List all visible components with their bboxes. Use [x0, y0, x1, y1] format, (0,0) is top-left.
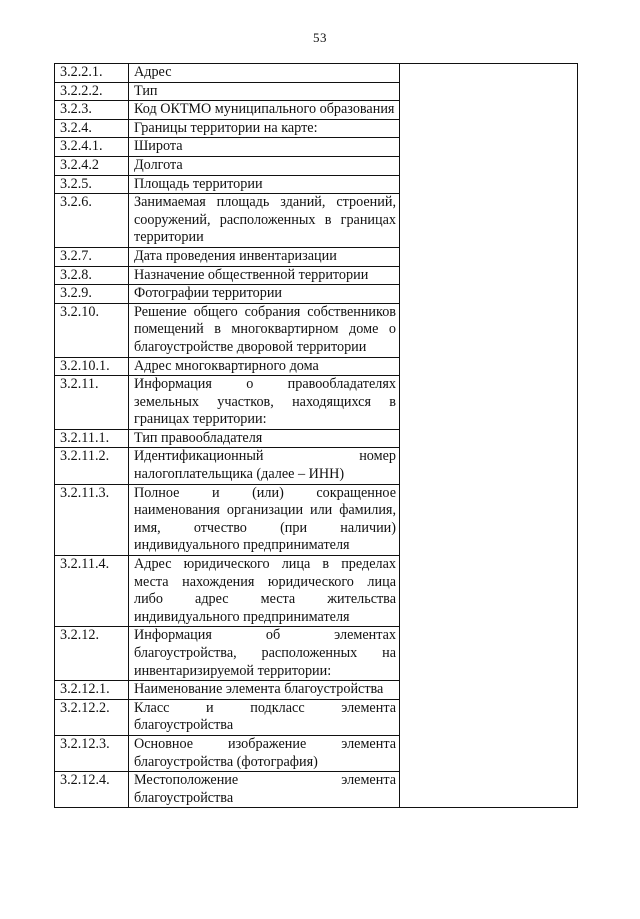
- attributes-table-body: [55, 64, 578, 808]
- item-number: 3.2.11.1.: [55, 429, 129, 448]
- item-name: Тип правообладателя: [134, 429, 263, 446]
- item-name-cell: [129, 303, 400, 357]
- item-name-cell: [129, 156, 400, 175]
- item-name: Широта: [134, 138, 183, 155]
- item-name: Код ОКТМО муниципального образования: [134, 101, 395, 118]
- item-name-cell: [129, 285, 400, 304]
- item-number: 3.2.6.: [55, 194, 129, 248]
- item-name-cell: [129, 681, 400, 700]
- item-name: Полное и (или) сокращенное наименования организации или фамилия, имя, отчество (при наличии) индивидуального предпринимателя: [134, 484, 396, 554]
- item-name-cell: [129, 266, 400, 285]
- item-name: Занимаемая площадь зданий, строений, сооружений, расположенных в границах территории: [134, 194, 396, 246]
- item-number: 3.2.7.: [55, 247, 129, 266]
- item-name-cell: [129, 556, 400, 627]
- item-name-cell: [129, 357, 400, 376]
- item-name: Фотографии территории: [134, 285, 283, 302]
- item-number: 3.2.4.2: [55, 156, 129, 175]
- item-name: Площадь территории: [134, 175, 263, 192]
- item-name: Основное изображение элемента благоустройства (фотография): [134, 735, 396, 770]
- item-name: Адрес юридического лица в пределах места нахождения юридического лица либо адрес места жительства индивидуального предпринимателя: [134, 556, 396, 625]
- item-name-cell: [129, 138, 400, 157]
- item-number: 3.2.4.: [55, 119, 129, 138]
- item-number: 3.2.2.2.: [55, 82, 129, 101]
- item-name-cell: [129, 735, 400, 771]
- item-name-cell: [129, 448, 400, 484]
- item-name-cell: [129, 484, 400, 555]
- item-number: 3.2.11.2.: [55, 448, 129, 484]
- item-name: Адрес: [134, 64, 172, 80]
- item-number: 3.2.4.1.: [55, 138, 129, 157]
- item-name-cell: [129, 82, 400, 101]
- item-number: 3.2.8.: [55, 266, 129, 285]
- item-name-cell: [129, 376, 400, 430]
- item-number: 3.2.2.1.: [55, 64, 129, 83]
- item-number: 3.2.11.: [55, 376, 129, 430]
- item-name: Информация о правообладателях земельных участков, находящихся в границах территории:: [134, 376, 396, 428]
- item-name-cell: [129, 772, 400, 808]
- value-column: [400, 64, 578, 808]
- item-name: Идентификационный номер налогоплательщика (далее – ИНН): [134, 448, 396, 483]
- item-name-cell: [129, 699, 400, 735]
- item-name-cell: [129, 101, 400, 120]
- item-number: 3.2.11.4.: [55, 556, 129, 627]
- item-name: Назначение общественной территории: [134, 266, 369, 283]
- item-number: 3.2.9.: [55, 285, 129, 304]
- item-name-cell: [129, 194, 400, 248]
- item-number: 3.2.5.: [55, 175, 129, 194]
- item-name-cell: [129, 64, 400, 83]
- item-number: 3.2.12.4.: [55, 772, 129, 808]
- item-number: 3.2.12.: [55, 627, 129, 681]
- item-name-cell: [129, 119, 400, 138]
- item-name-cell: [129, 175, 400, 194]
- item-name-cell: [129, 627, 400, 681]
- item-name-cell: [129, 247, 400, 266]
- item-number: 3.2.12.3.: [55, 735, 129, 771]
- item-name: Наименование элемента благоустройства: [134, 681, 384, 698]
- item-number: 3.2.11.3.: [55, 484, 129, 555]
- page-number: 53: [313, 30, 327, 45]
- item-number: 3.2.10.: [55, 303, 129, 357]
- item-name: Информация об элементах благоустройства, расположенных на инвентаризируемой территории:: [134, 627, 396, 679]
- item-name: Границы территории на карте:: [134, 119, 318, 136]
- attributes-table: [54, 63, 578, 808]
- item-number: 3.2.12.2.: [55, 699, 129, 735]
- table-row: [55, 64, 578, 83]
- item-name-cell: [129, 429, 400, 448]
- item-number: 3.2.3.: [55, 101, 129, 120]
- item-name: Долгота: [134, 156, 183, 173]
- item-name: Адрес многоквартирного дома: [134, 357, 319, 374]
- item-number: 3.2.12.1.: [55, 681, 129, 700]
- item-name: Класс и подкласс элемента благоустройства: [134, 699, 396, 734]
- item-number: 3.2.10.1.: [55, 357, 129, 376]
- item-name: Решение общего собрания собственников помещений в многоквартирном доме о благоустройстве дворовой территории: [134, 303, 396, 355]
- item-name: Местоположение элемента благоустройства: [134, 772, 396, 806]
- item-name: Дата проведения инвентаризации: [134, 247, 337, 264]
- item-name: Тип: [134, 82, 158, 99]
